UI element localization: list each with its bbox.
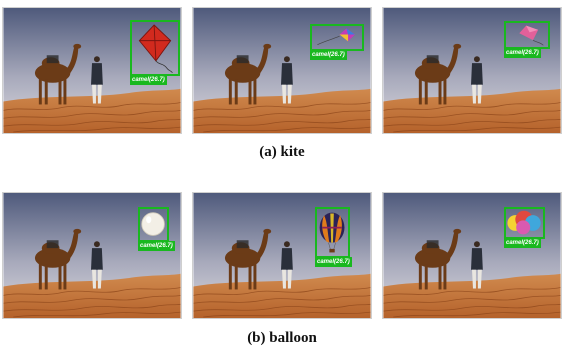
panel-balloon-1	[2, 192, 182, 319]
panel-kite-3	[382, 7, 562, 134]
panel-kite-2	[192, 7, 372, 134]
detection-label: camel(26.7)	[506, 50, 539, 56]
detection-label: camel(26.7)	[132, 77, 165, 83]
panel-balloon-2	[192, 192, 372, 319]
detection-label: camel(26.7)	[140, 243, 173, 249]
detection-box	[310, 24, 364, 58]
detection-label: camel(26.7)	[317, 259, 350, 265]
caption-balloon: (b) balloon	[247, 330, 317, 346]
detection-label: camel(26.7)	[312, 52, 345, 58]
detection-box	[315, 207, 350, 265]
detection-box	[504, 21, 550, 56]
caption-kite: (a) kite	[259, 144, 305, 160]
detection-box	[138, 207, 173, 249]
red-kite-icon	[132, 22, 178, 74]
panel-kite-1	[2, 7, 182, 134]
detection-label: camel(26.7)	[506, 240, 539, 246]
panel-balloon-3	[382, 192, 562, 319]
pink-kite-icon	[506, 23, 548, 47]
detection-box	[504, 207, 545, 246]
party-balloons-icon	[506, 209, 543, 237]
hot-air-balloon-icon	[317, 209, 348, 256]
detection-box	[130, 20, 180, 83]
colorful-kite-icon	[312, 26, 362, 49]
white-balloon-icon	[140, 209, 167, 240]
